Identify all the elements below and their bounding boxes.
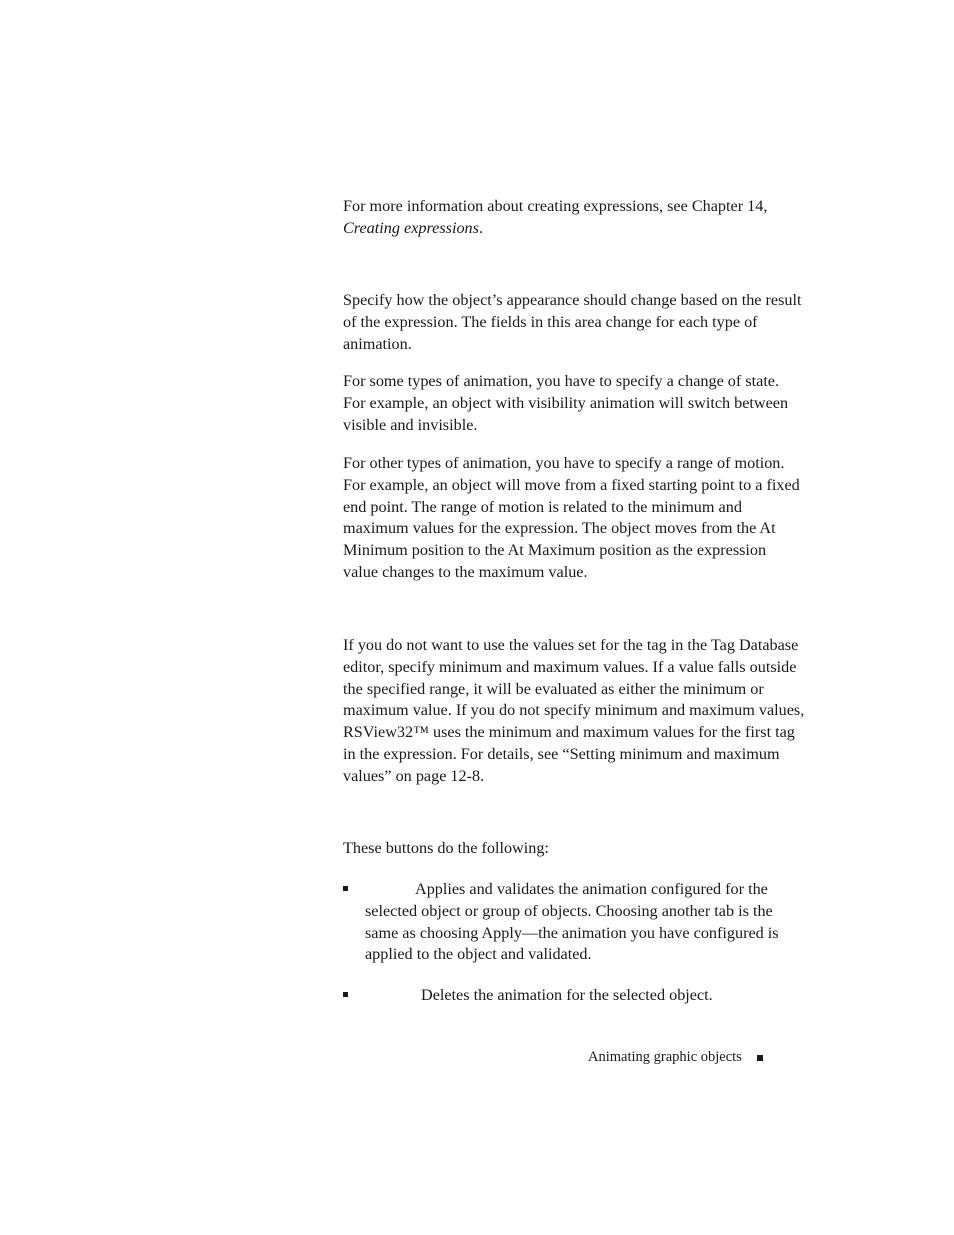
chapter-reference: Creating expressions: [343, 218, 479, 237]
text-line: editor, specify minimum and maximum values. If a value falls outside: [343, 657, 797, 676]
text-line: the specified range, it will be evaluated as either the minimum or: [343, 679, 764, 698]
text-line: Specify how the object’s appearance should change based on the result: [343, 291, 802, 309]
footer-square-icon: [757, 1055, 763, 1061]
intro-line-2: [343, 218, 813, 240]
bullet-text: [365, 985, 815, 1007]
text-line: in the expression. For details, see “Setting minimum and maximum: [343, 744, 780, 763]
text-line: For example, an object will move from a fixed starting point to a fixed: [343, 475, 800, 494]
appearance-paragraph-1: [343, 290, 813, 355]
text-line: For some types of animation, you have to specify a change of state.: [343, 372, 780, 390]
text-line: maximum value. If you do not specify minimum and maximum values,: [343, 701, 805, 720]
minmax-paragraph: [343, 635, 813, 788]
bullet-text: [365, 879, 815, 966]
text-line: end point. The range of motion is related to the minimum and: [343, 497, 742, 516]
appearance-paragraph-3: [343, 453, 813, 584]
text-line: visible and invisible.: [343, 415, 478, 434]
text-line: maximum values for the expression. The object moves from the At: [343, 519, 776, 538]
page-footer: Animating graphic objects: [588, 1049, 742, 1065]
text-line: same as choosing Apply—the animation you have configured is: [365, 923, 779, 942]
text-line: value changes to the maximum value.: [343, 562, 588, 581]
text-line: Applies and validates the animation configured for the: [415, 880, 768, 898]
intro-line-2-tail: .: [478, 218, 483, 237]
text-line: These buttons do the following:: [343, 839, 549, 857]
intro-paragraph: [343, 196, 813, 240]
text-line: values” on page 12-8.: [343, 766, 485, 785]
text-line: animation.: [343, 334, 412, 353]
bullet-square-icon: [343, 992, 348, 997]
bullet-square-icon: [343, 886, 348, 891]
text-line: Deletes the animation for the selected object.: [421, 986, 713, 1004]
appearance-paragraph-2: [343, 371, 813, 436]
intro-line-1: For more information about creating expressions, see Chapter 14,: [343, 197, 768, 215]
text-line: Minimum position to the At Maximum position as the expression: [343, 541, 767, 560]
text-line: For example, an object with visibility animation will switch between: [343, 393, 789, 412]
text-line: For other types of animation, you have to specify a range of motion.: [343, 454, 785, 472]
buttons-intro: [343, 838, 813, 860]
text-line: applied to the object and validated.: [365, 945, 592, 964]
text-line: of the expression. The fields in this area change for each type of: [343, 312, 758, 331]
text-line: selected object or group of objects. Choosing another tab is the: [365, 901, 773, 920]
text-line: If you do not want to use the values set for the tag in the Tag Database: [343, 636, 799, 654]
text-line: RSView32™ uses the minimum and maximum values for the first tag: [343, 723, 795, 742]
